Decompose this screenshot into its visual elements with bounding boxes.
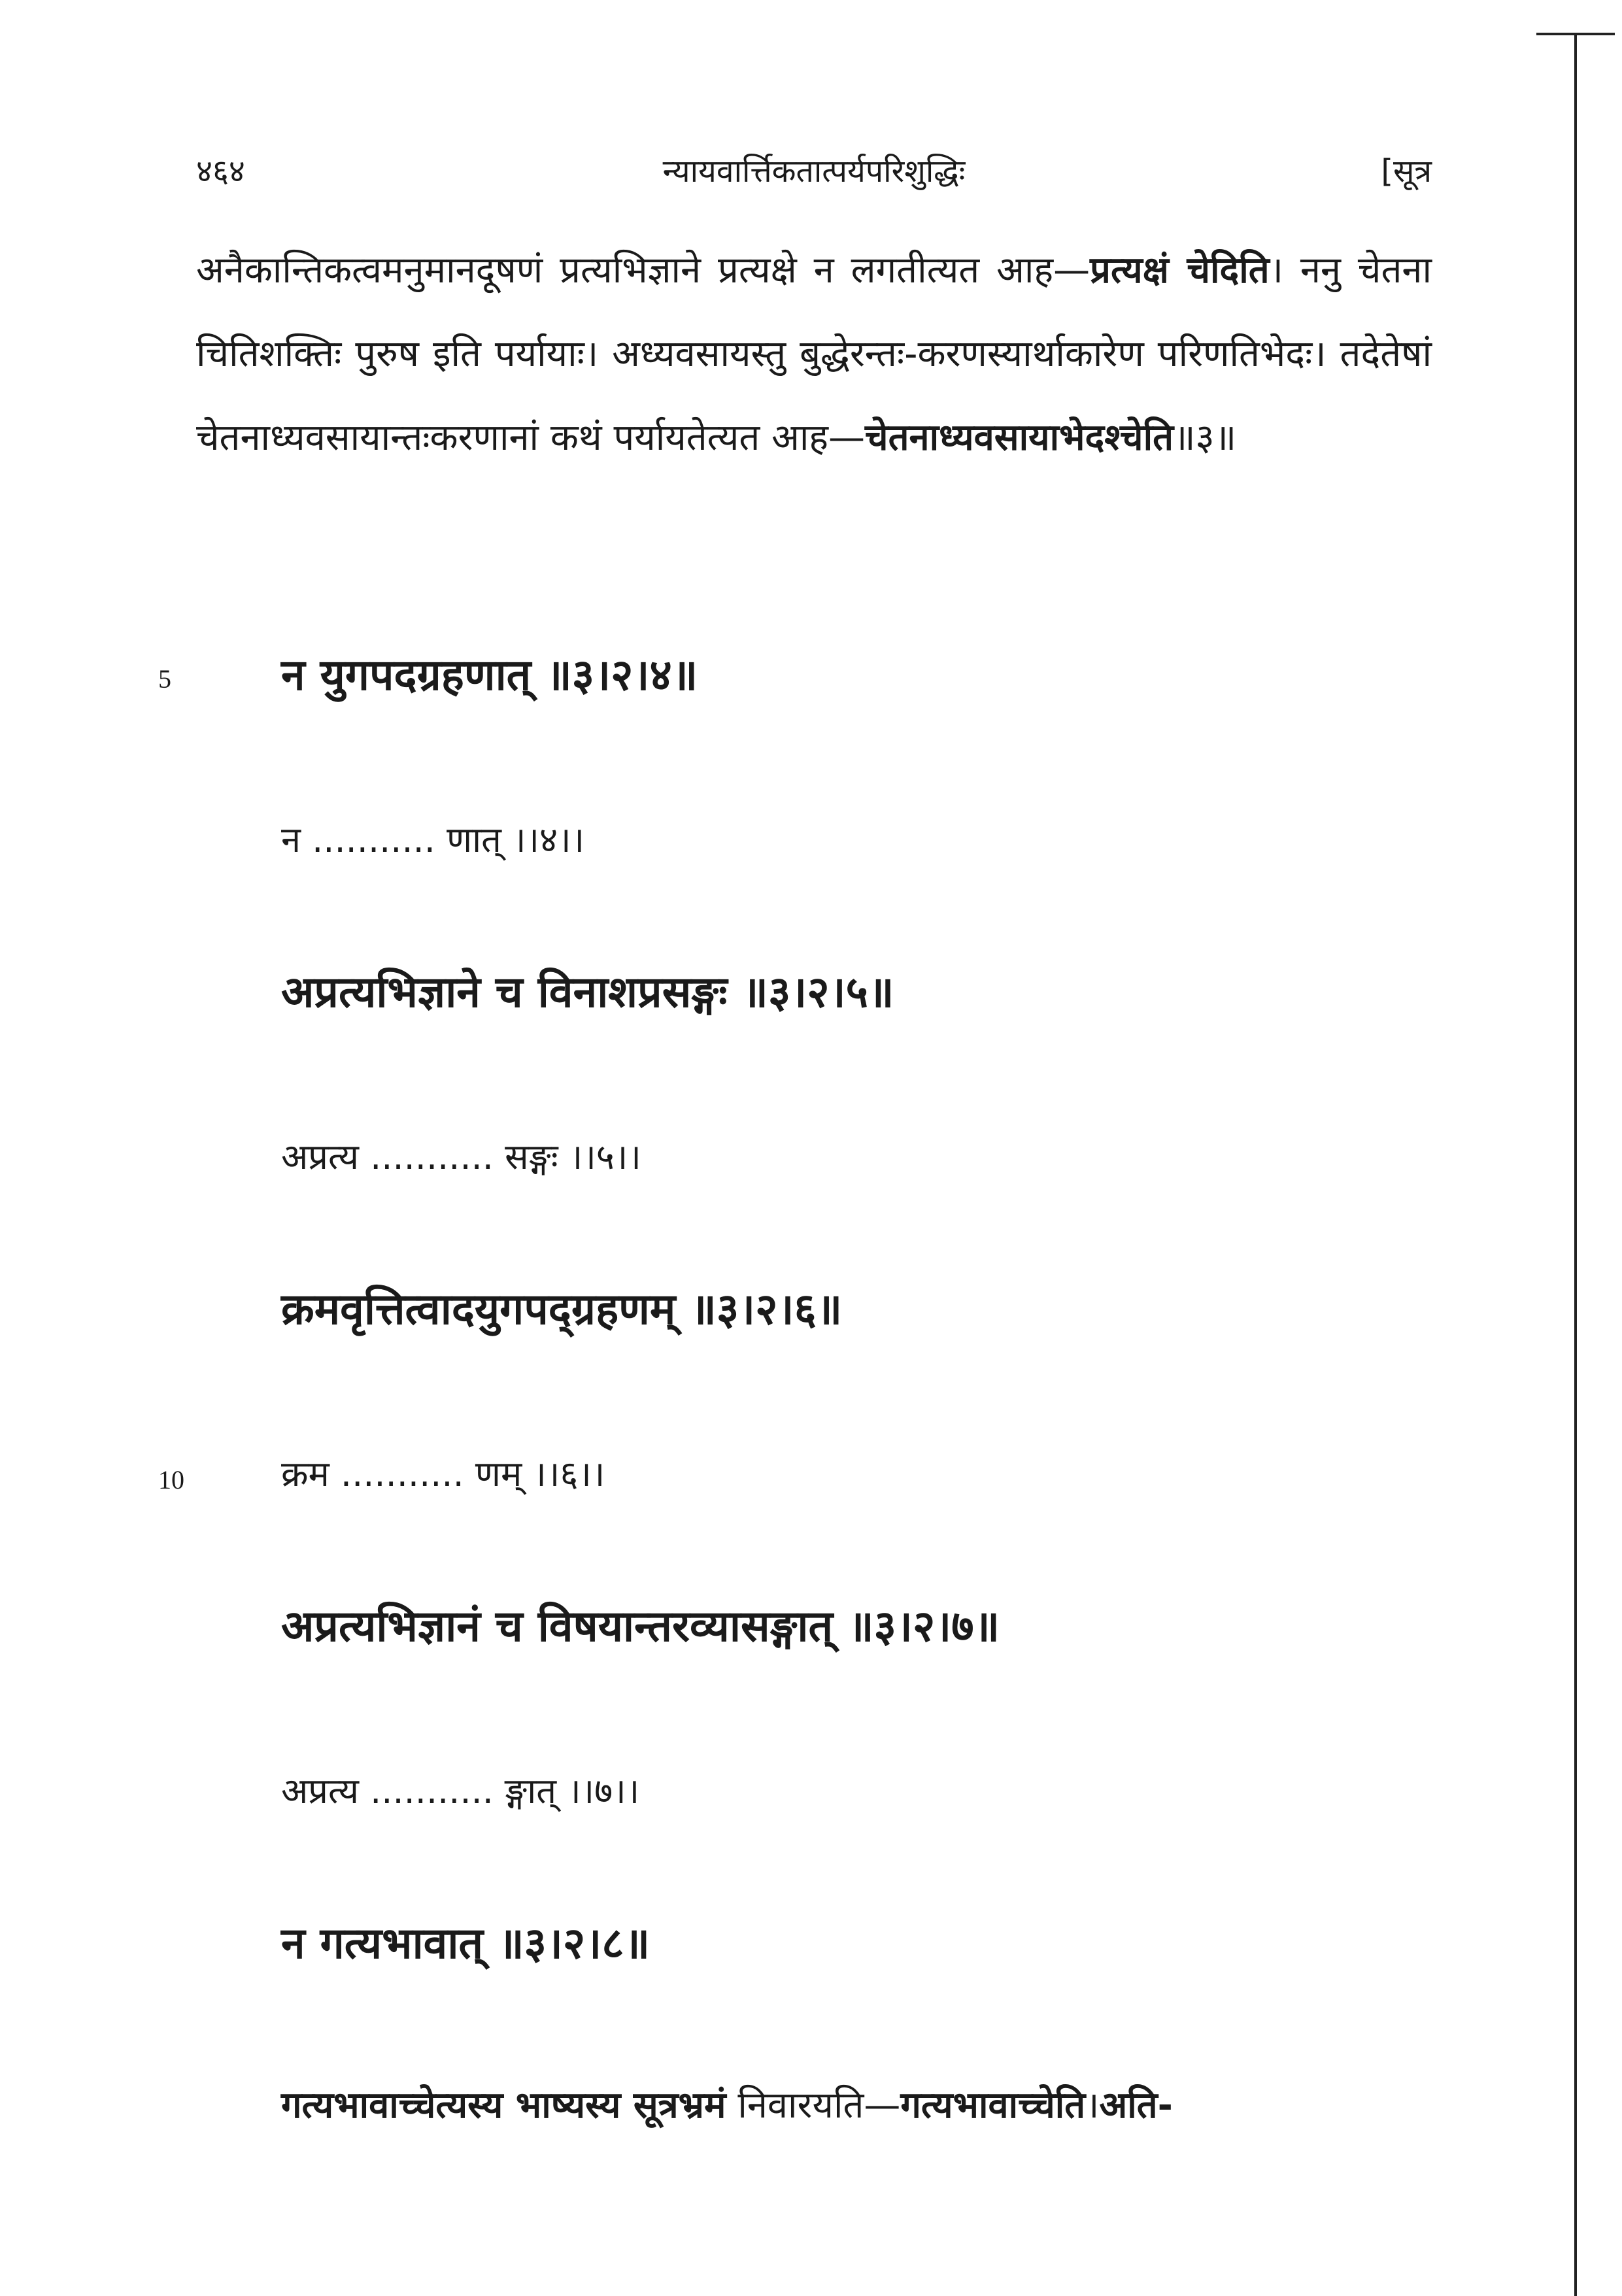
intro-bold-2: चेतनाध्यवसायाभेदश्चेति	[865, 416, 1174, 459]
closing-bold-2: गत्यभावाच्चेति	[900, 2084, 1086, 2127]
closing-bold-3: अति-	[1099, 2084, 1173, 2127]
line-number-10: 10	[158, 1465, 184, 1494]
line-number-5: 5	[158, 664, 171, 694]
sutra-4: न युगपदग्रहणात् ॥३।२।४॥	[281, 650, 698, 700]
sutra-6-abbrev: क्रम ........... णम् ।।६।।	[281, 1453, 605, 1494]
closing-text-2: ।	[1085, 2084, 1100, 2127]
page-edge-tick	[1536, 33, 1615, 35]
intro-text-2: । ननु चेतना चितिशक्तिः पुरुष इति पर्यायाः। अध्यवसायस्तु बुद्धेरन्तः-करणस्यार्थाकारेण परिणतिभेदः। तदेतेषां चेतनाध्यवसायान्तःकरणानां कथं पर्यायतेत्यत आह—	[196, 249, 1432, 459]
sutra-7-abbrev: अप्रत्य ........... ङ्गात् ।।७।।	[281, 1770, 640, 1812]
intro-text-3: ॥३॥	[1174, 416, 1237, 459]
sutra-5-abbrev: अप्रत्य ........... सङ्गः ।।५।।	[281, 1136, 641, 1177]
closing-bold-1: गत्यभावाच्चेत्यस्य भाष्यस्य सूत्रभ्रमं	[281, 2084, 726, 2127]
sutra-6: क्रमवृत्तित्वादयुगपद्ग्रहणम् ॥३।२।६॥	[281, 1284, 843, 1334]
intro-bold-1: प्रत्यक्षं चेदिति	[1090, 249, 1270, 292]
page-edge-line	[1574, 33, 1577, 2296]
intro-paragraph	[196, 229, 1432, 480]
book-title: न्यायवार्त्तिकतात्पर्यपरिशुद्धिः	[662, 153, 966, 190]
running-header	[196, 149, 1432, 201]
intro-text-1: अनैकान्तिकत्वमनुमानदूषणं प्रत्यभिज्ञाने प्रत्यक्षे न लगतीत्यत आह—	[196, 249, 1090, 292]
section-label: [सूत्र	[1381, 153, 1432, 190]
closing-text-1: निवारयति—	[726, 2084, 901, 2127]
sutra-4-abbrev: न ........... णात् ।।४।।	[281, 819, 585, 860]
page-number: ४६४	[196, 153, 245, 190]
closing-commentary	[281, 2079, 1432, 2129]
sutra-7: अप्रत्यभिज्ञानं च विषयान्तरव्यासङ्गात् ॥३।२।७॥	[281, 1601, 1000, 1651]
sutra-5: अप्रत्यभिज्ञाने च विनाशप्रसङ्गः ॥३।२।५॥	[281, 967, 894, 1017]
sutra-8: न गत्यभावात् ॥३।२।८॥	[281, 1918, 650, 1968]
